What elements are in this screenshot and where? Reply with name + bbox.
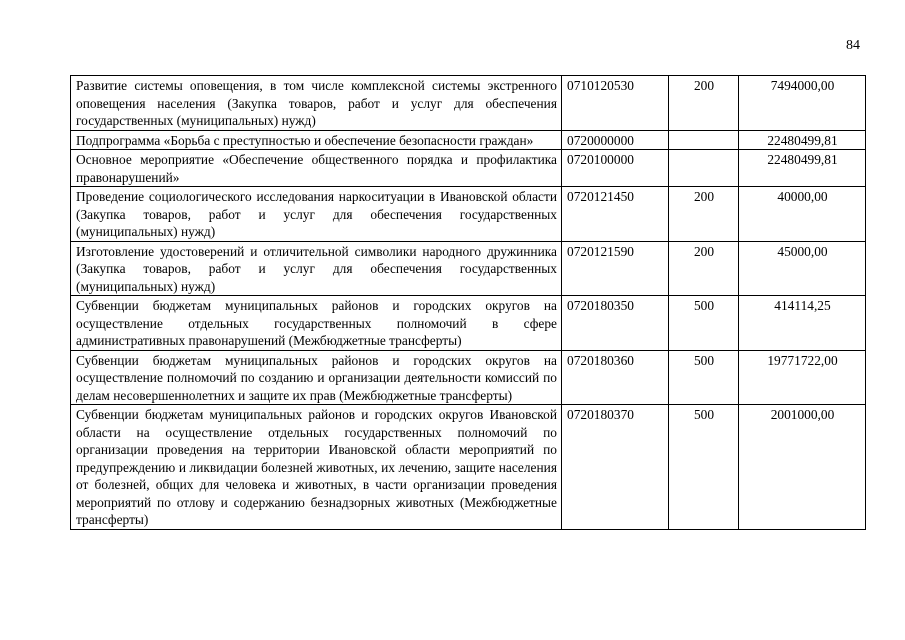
row-target-code: 0720180350 <box>562 296 669 351</box>
row-amount: 45000,00 <box>739 241 866 296</box>
row-expense-type: 500 <box>669 296 739 351</box>
table-row <box>71 241 866 296</box>
row-expense-type: 200 <box>669 76 739 131</box>
row-name: Подпрограмма «Борьба с преступностью и обеспечение безопасности граждан» <box>71 130 562 150</box>
row-amount: 7494000,00 <box>739 76 866 131</box>
row-amount: 22480499,81 <box>739 150 866 187</box>
page-number: 84 <box>846 38 860 53</box>
row-name: Субвенции бюджетам муниципальных районов и городских округов на осуществление отдельных государственных полномочий в сфере административных правонарушений (Межбюджетные трансферты) <box>71 296 562 351</box>
row-target-code: 0720121590 <box>562 241 669 296</box>
row-target-code: 0710120530 <box>562 76 669 131</box>
row-name: Проведение социологического исследования наркоситуации в Ивановской области (Закупка товаров, работ и услуг для обеспечения государственных (муниципальных) нужд) <box>71 187 562 242</box>
row-expense-type <box>669 130 739 150</box>
row-expense-type: 200 <box>669 241 739 296</box>
table-row <box>71 150 866 187</box>
row-name: Субвенции бюджетам муниципальных районов и городских округов на осуществление полномочий по созданию и организации деятельности комиссий по делам несовершеннолетних и защите их прав (Межбюджетные трансферты) <box>71 350 562 405</box>
table-row <box>71 350 866 405</box>
row-expense-type: 500 <box>669 405 739 530</box>
table-row <box>71 76 866 131</box>
row-expense-type <box>669 150 739 187</box>
row-expense-type: 500 <box>669 350 739 405</box>
row-name: Развитие системы оповещения, в том числе комплексной системы экстренного оповещения населения (Закупка товаров, работ и услуг для обеспечения государственных (муниципальных) нужд) <box>71 76 562 131</box>
row-name: Изготовление удостоверений и отличительной символики народного дружинника (Закупка товаров, работ и услуг для обеспечения государственных (муниципальных) нужд) <box>71 241 562 296</box>
table-row <box>71 405 866 530</box>
table-row <box>71 130 866 150</box>
row-target-code: 0720121450 <box>562 187 669 242</box>
row-target-code: 0720180360 <box>562 350 669 405</box>
row-amount: 22480499,81 <box>739 130 866 150</box>
row-amount: 414114,25 <box>739 296 866 351</box>
budget-table <box>70 75 866 530</box>
table-row <box>71 187 866 242</box>
row-target-code: 0720000000 <box>562 130 669 150</box>
row-target-code: 0720180370 <box>562 405 669 530</box>
table-row <box>71 296 866 351</box>
row-target-code: 0720100000 <box>562 150 669 187</box>
row-expense-type: 200 <box>669 187 739 242</box>
row-amount: 2001000,00 <box>739 405 866 530</box>
row-name: Субвенции бюджетам муниципальных районов и городских округов Ивановской области на осуществление отдельных государственных полномочий по организации проведения на территории Ивановской области мероприятий по предупреждению и ликвидации болезней животных, их лечению, защите населения от болезней, общих для человека и животных, в части организации проведения мероприятий по отлову и содержанию безнадзорных животных (Межбюджетные трансферты) <box>71 405 562 530</box>
row-amount: 19771722,00 <box>739 350 866 405</box>
row-amount: 40000,00 <box>739 187 866 242</box>
row-name: Основное мероприятие «Обеспечение общественного порядка и профилактика правонарушений» <box>71 150 562 187</box>
